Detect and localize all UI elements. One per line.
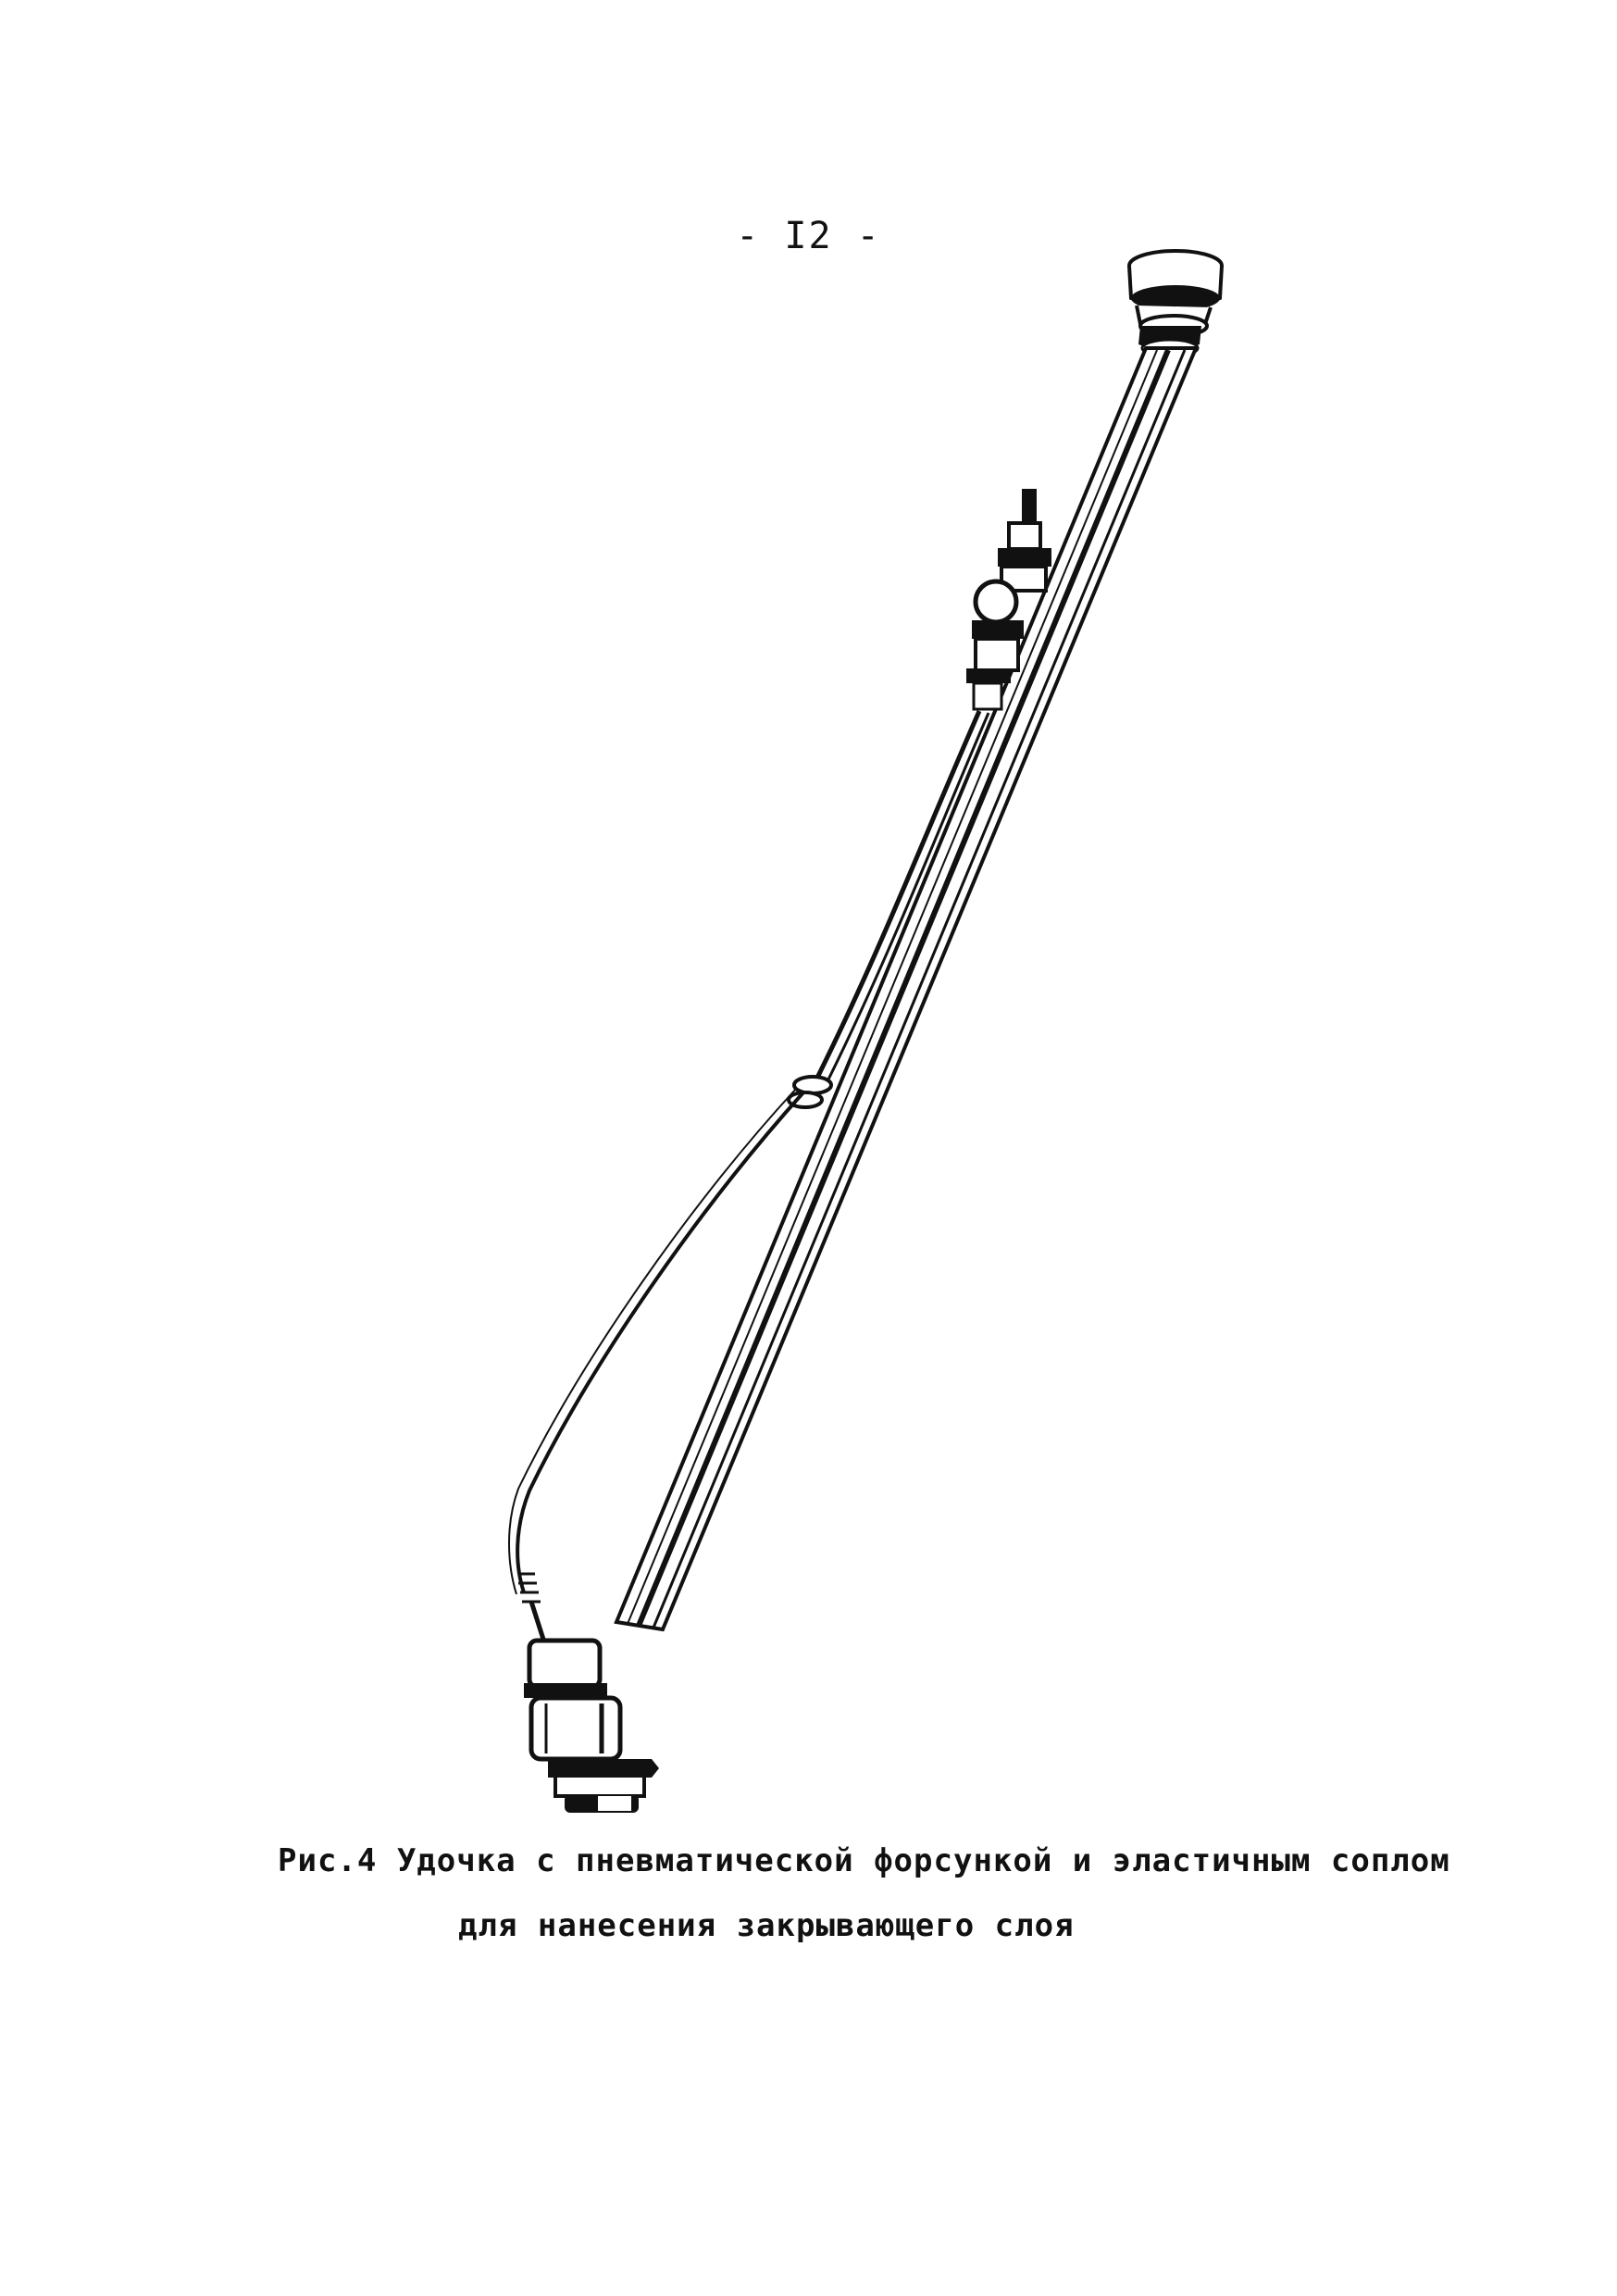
figure-caption-line-2: для нанесения закрывающего слоя xyxy=(458,1907,1075,1944)
figure-caption-line-1: Рис.4 Удочка с пневматической форсункой и эластичным соплом xyxy=(278,1842,1450,1879)
page-number: - I2 - xyxy=(736,215,881,257)
rod-tube xyxy=(616,348,1196,1629)
rod-top-knob xyxy=(1129,251,1222,356)
bottom-nozzle xyxy=(524,1641,659,1813)
